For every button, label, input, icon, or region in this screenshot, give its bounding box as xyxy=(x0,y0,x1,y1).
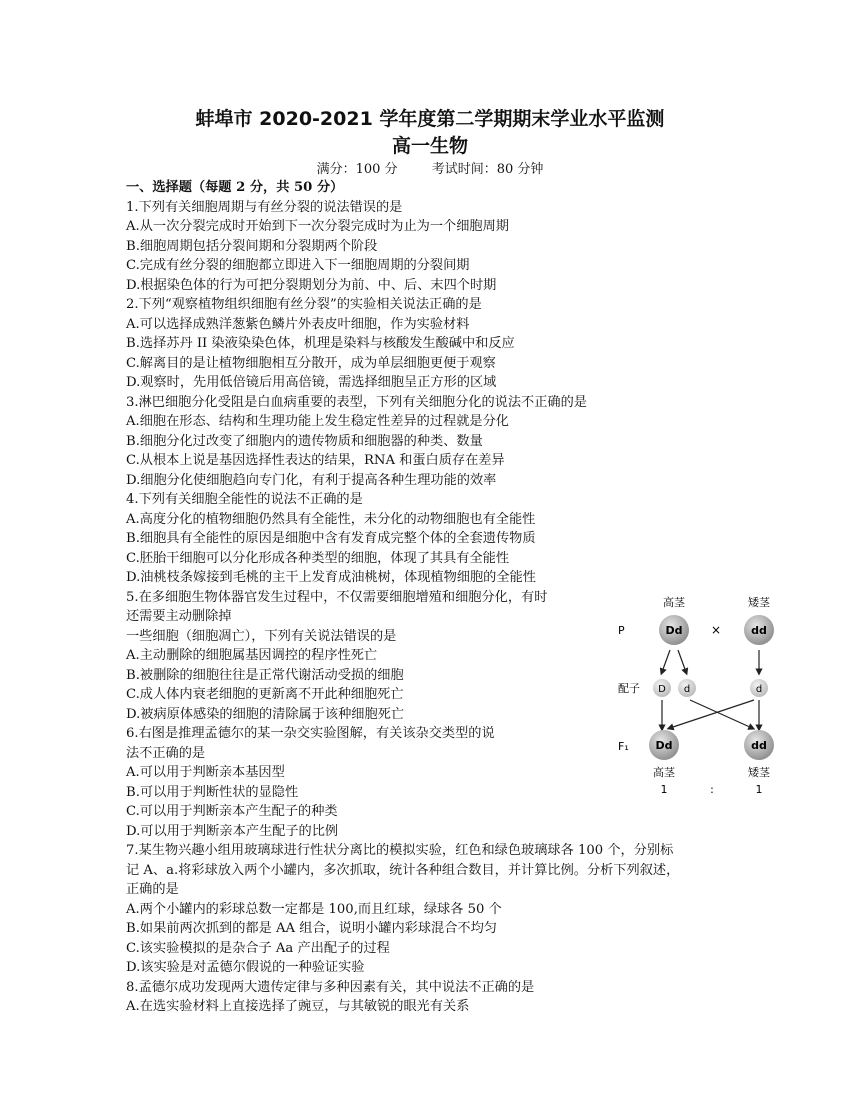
offspring-label-tall: 高茎 xyxy=(653,766,675,779)
text-line: D.根据染色体的行为可把分裂期划分为前、中、后、末四个时期 xyxy=(126,277,497,293)
text-line: C.可以用于判断亲本产生配子的种类 xyxy=(126,804,338,819)
cross-symbol: × xyxy=(710,623,722,637)
offspring-label-short: 矮茎 xyxy=(748,766,770,779)
text-line: D.该实验是对孟德尔假说的一种验证实验 xyxy=(126,960,365,975)
text-line: 1.下列有关细胞周期与有丝分裂的说法错误的是 xyxy=(126,199,403,215)
text-line: B.被删除的细胞往往是正常代谢活动受损的细胞 xyxy=(126,667,404,683)
text-line: D.细胞分化使细胞趋向专门化，有利于提高各种生理功能的效率 xyxy=(126,472,497,488)
text-line: A.从一次分裂完成时开始到下一次分裂完成时为止为一个细胞周期 xyxy=(126,219,509,234)
text-line: A.可以选择成熟洋葱紫色鳞片外表皮叶细胞，作为实验材料 xyxy=(126,316,470,332)
text-line: B.选择苏丹 II 染液染染色体，机理是染料与核酸发生酸碱中和反应 xyxy=(126,336,515,351)
text-line: C.解离目的是让植物细胞相互分散开，成为单层细胞更便于观察 xyxy=(126,355,496,371)
text-line: A.细胞在形态、结构和生理功能上发生稳定性差异的过程就是分化 xyxy=(126,414,509,429)
text-line: D.观察时，先用低倍镜后用高倍镜，需选择细胞呈正方形的区域 xyxy=(126,375,497,390)
text-line: B.细胞具有全能性的原因是细胞中含有发育成完整个体的全套遗传物质 xyxy=(126,531,536,546)
full-score: 满分：100 分 xyxy=(316,162,398,177)
parent-genotype-1: Dd xyxy=(665,624,683,637)
text-line: B.细胞周期包括分裂间期和分裂期两个阶段 xyxy=(126,238,378,254)
exam-title: 蚌埠市 2020-2021 学年度第二学期期末学业水平监测 xyxy=(195,108,665,130)
text-line: 2.下列“观察植物组织细胞有丝分裂”的实验相关说法正确的是 xyxy=(126,297,482,312)
text-line: B.可以用于判断性状的显隐性 xyxy=(126,784,299,800)
text-line: 3.淋巴细胞分化受阻是白血病重要的表型，下列有关细胞分化的说法不正确的是 xyxy=(126,394,587,410)
text-line: C.该实验模拟的是杂合子 Aa 产出配子的过程 xyxy=(126,940,390,956)
offspring-genotype-1: Dd xyxy=(655,739,673,752)
text-line: 法不正确的是 xyxy=(126,745,206,761)
text-line: D.被病原体感染的细胞的清除属于该种细胞死亡 xyxy=(126,706,405,722)
text-line: C.胚胎干细胞可以分化形成各种类型的细胞，体现了其具有全能性 xyxy=(126,550,510,566)
text-line: 还需要主动删除掉 xyxy=(126,609,232,624)
text-line: B.细胞分化过改变了细胞内的遗传物质和细胞器的种类、数量 xyxy=(126,433,483,449)
text-line: A.在选实验材料上直接选择了豌豆，与其敏锐的眼光有关系 xyxy=(126,999,470,1014)
text-line: C.从根本上说是基因选择性表达的结果，RNA 和蛋白质存在差异 xyxy=(126,453,505,468)
text-line: B.如果前两次抓到的都是 AA 组合，说明小罐内彩球混合不均匀 xyxy=(126,921,497,936)
text-line: 7.某生物兴趣小组用玻璃球进行性状分离比的模拟实验，红色和绿色玻璃球各 100 个，分别标 xyxy=(126,843,674,858)
text-line: 8.孟德尔成功发现两大遗传定律与多种因素有关，其中说法不正确的是 xyxy=(126,979,535,995)
text-line: 5.在多细胞生物体器官发生过程中，不仅需要细胞增殖和细胞分化，有时 xyxy=(126,589,548,605)
text-line: A.可以用于判断亲本基因型 xyxy=(126,765,285,780)
exam-meta xyxy=(0,158,860,177)
exam-subject: 高一生物 xyxy=(391,135,468,157)
text-line: D.可以用于判断亲本产生配子的比例 xyxy=(126,823,339,839)
text-line: D.油桃枝条嫁接到毛桃的主干上发育成油桃树，体现植物细胞的全能性 xyxy=(126,570,536,585)
text-line: C.完成有丝分裂的细胞都立即进入下一细胞周期的分裂间期 xyxy=(126,258,470,273)
parent-label-tall: 高茎 xyxy=(663,596,685,609)
ratio-separator: : xyxy=(710,783,714,796)
genetic-cross-diagram xyxy=(612,590,812,800)
text-line: 一些细胞（细胞凋亡），下列有关说法错误的是 xyxy=(126,628,397,644)
ratio-right: 1 xyxy=(755,783,763,796)
text-line: A.两个小罐内的彩球总数一定都是 100,而且红球，绿球各 50 个 xyxy=(126,901,502,917)
row-label-gamete: 配子 xyxy=(618,682,640,695)
row-label-f1: F₁ xyxy=(618,740,629,753)
parent-label-short: 矮茎 xyxy=(748,596,770,609)
exam-time: 考试时间：80 分钟 xyxy=(431,162,544,177)
parent-genotype-2: dd xyxy=(751,624,767,637)
text-line: C.成人体内衰老细胞的更新离不开此种细胞死亡 xyxy=(126,687,404,702)
gamete-2: d xyxy=(683,684,691,695)
ratio-left: 1 xyxy=(660,783,668,796)
text-line: 6.右图是推理孟德尔的某一杂交实验图解，有关该杂交类型的说 xyxy=(126,726,495,741)
text-line: 4.下列有关细胞全能性的说法不正确的是 xyxy=(126,492,363,507)
text-line: 记 A、a.将彩球放入两个小罐内，多次抓取，统计各种组合数目，并计算比例。分析下列叙述， xyxy=(126,862,680,878)
text-line: A.高度分化的植物细胞仍然具有全能性，未分化的动物细胞也有全能性 xyxy=(126,511,536,527)
text-line: A.主动删除的细胞属基因调控的程序性死亡 xyxy=(126,648,378,663)
text-line: 正确的是 xyxy=(126,882,179,897)
offspring-genotype-2: dd xyxy=(751,739,767,752)
row-label-p: P xyxy=(618,624,625,637)
gamete-3: d xyxy=(755,684,763,695)
gamete-1: D xyxy=(658,684,666,695)
section-heading: 一、选择题（每题 2 分，共 50 分） xyxy=(126,180,344,195)
